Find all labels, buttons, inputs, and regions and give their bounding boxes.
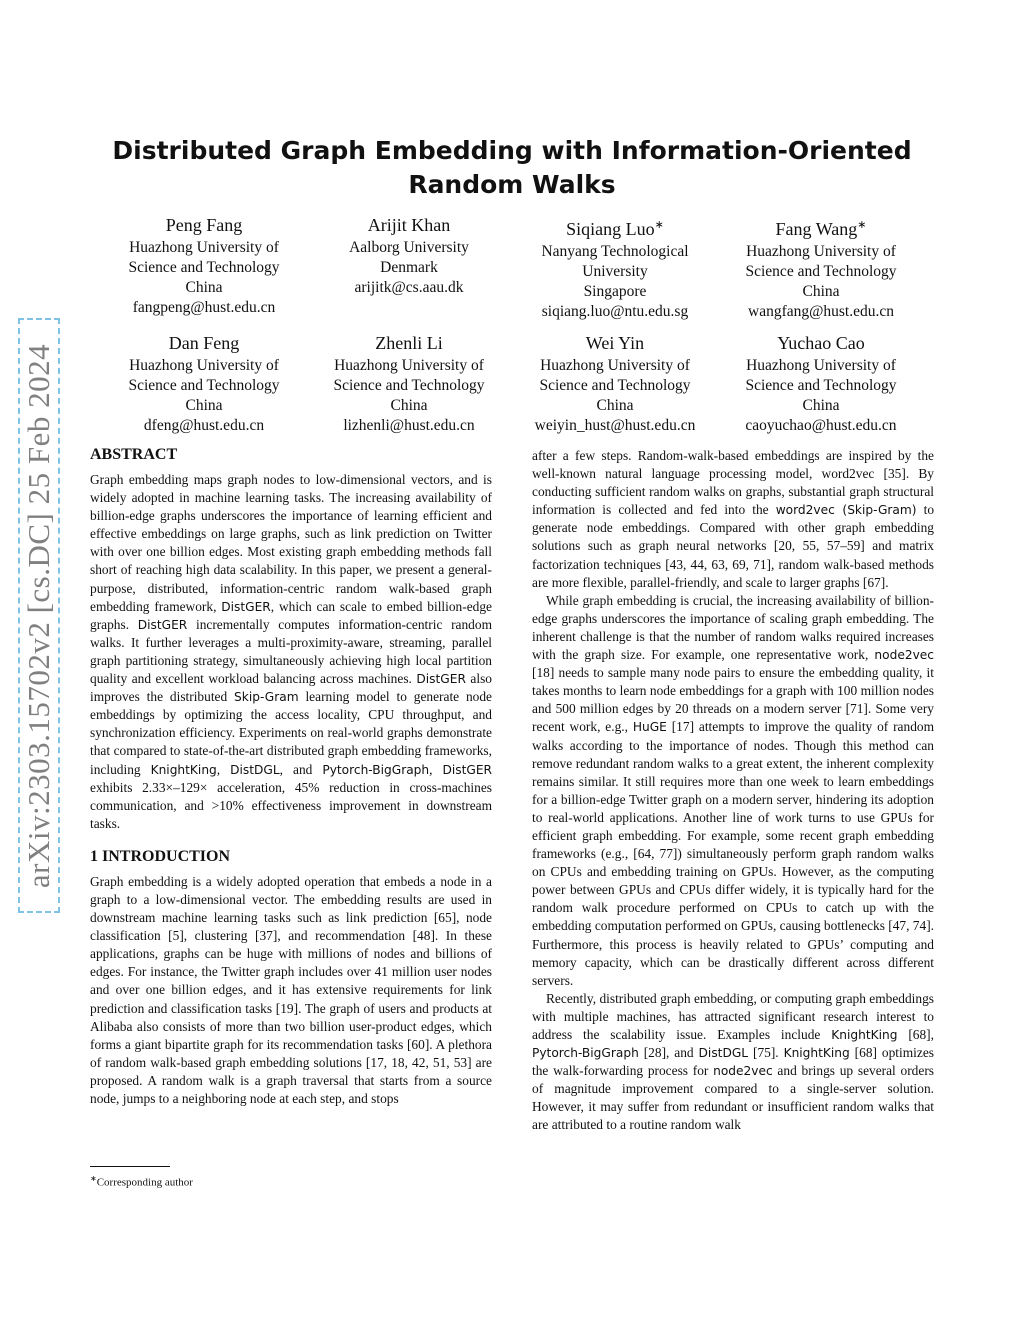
author-name: Wei Yin (585, 333, 645, 353)
system-name: DistGER (221, 599, 271, 614)
author-email: arijitk@cs.aau.dk (354, 279, 464, 296)
author-block (294, 332, 524, 436)
author-affiliation: China (390, 397, 428, 414)
system-name: Pytorch-BigGraph (532, 1046, 639, 1061)
body-text: [18] needs to sample many node pairs to ensure the embedding quality, it takes months to learn node embeddings for a graph with 100 million nodes and 500 million edges by 20 threads on a modern server [71]. Some very recent work, e.g., (532, 665, 934, 735)
footnote-text: Corresponding author (96, 1176, 193, 1189)
system-name: Pytorch-BigGraph (322, 762, 430, 777)
author-name (500, 214, 730, 240)
author-affiliation: Huazhong University of (746, 243, 896, 260)
author-email: dfeng@hust.edu.cn (143, 417, 265, 434)
body-text: after a few steps. Random-walk-based embeddings are inspired by the well-known natural language processing model, word2vec [35]. By conducting sufficient random walks on graphs, substantial graph structural information is collected and fed into the (532, 448, 934, 518)
paper-title (100, 134, 924, 202)
abstract-text: Graph embedding maps graph nodes to low-dimensional vectors, and is widely adopted in machine learning tasks. The increasing availability of billion-edge graphs underscores the importance of learning efficient and effective embeddings on large graphs, such as link prediction on Twitter with over one billion edges. Most existing graph embedding methods fall short of reaching high data scalability. In this paper, we present a general-purpose, distributed, information-centric random walk-based graph embedding framework, (90, 472, 492, 614)
author-affiliation: Huazhong University of (129, 357, 279, 374)
body-text: and brings up several orders of magnitude improvement compared to a single-server solution. However, it may suffer from redundant or insufficient random walks that are attributed to a routine random walk (532, 1063, 934, 1133)
body-text: [68], (897, 1027, 934, 1042)
abstract-text: , (216, 761, 221, 777)
abstract-text: also improves the distributed (90, 671, 492, 705)
author-name (706, 214, 936, 240)
introduction-heading: 1 INTRODUCTION (90, 847, 231, 865)
arxiv-identifier (18, 318, 60, 913)
author-affiliation: Science and Technology (539, 377, 691, 394)
author-email: caoyuchao@hust.edu.cn (745, 417, 897, 434)
abstract-heading: ABSTRACT (90, 446, 178, 463)
title-line-2: Random Walks (408, 170, 616, 199)
system-name: HuGE (632, 720, 667, 735)
author-name: Peng Fang (165, 215, 243, 235)
author-email: fangpeng@hust.edu.cn (132, 299, 276, 316)
author-affiliation: Singapore (583, 283, 647, 300)
author-email: lizhenli@hust.edu.cn (343, 417, 475, 434)
author-block (89, 214, 319, 318)
author-affiliation: Aalborg University (349, 239, 469, 256)
left-column (90, 445, 492, 1108)
footnote (90, 1172, 193, 1190)
system-name: KnightKing (783, 1046, 850, 1061)
model-name: Skip-Gram (234, 690, 299, 705)
body-paragraph (532, 592, 934, 990)
author-affiliation: Science and Technology (745, 377, 897, 394)
abstract-text: , which can scale to embed billion-edge graphs. (90, 598, 492, 632)
body-text: [68] optimizes the walk-forwarding process for (532, 1045, 934, 1079)
model-name: word2vec (Skip-Gram) (775, 503, 917, 518)
abstract-text: learning model to generate node embeddings by optimizing the access locality, CPU throughput, and synchronization efficiency. Experiments on real-world graphs demonstrate that compared to state-of-the-art distributed graph embedding frameworks, including (90, 689, 492, 777)
author-block (706, 214, 936, 322)
author-name: Yuchao Cao (777, 333, 865, 353)
system-name: DistGER (137, 617, 188, 632)
author-affiliation: Nanyang Technological (541, 243, 689, 260)
author-affiliation: China (185, 279, 223, 296)
system-name: DistDGL (698, 1046, 749, 1061)
model-name: node2vec (713, 1064, 773, 1079)
abstract-text: incrementally computes information-centric random walks. It further leverages a multi-proximity-aware, streaming, parallel graph partitioning strategy, simultaneously achieving high local partition quality and excellent workload balancing across machines. (90, 616, 492, 687)
abstract-text: , (429, 761, 433, 777)
author-affiliation: Science and Technology (745, 263, 897, 280)
model-name: node2vec (874, 648, 934, 663)
body-text: to generate node embeddings. Compared with other graph embedding solutions such as graph neural networks [20, 55, 57–59] and matrix factorization techniques [43, 44, 63, 69, 71], random walk-based methods are more flexible, parallel-friendly, and scale to larger graphs [67]. (532, 502, 935, 590)
author-affiliation: Science and Technology (128, 377, 280, 394)
body-paragraph (532, 990, 934, 1135)
author-affiliation: University (582, 263, 648, 280)
corresponding-mark: ∗ (654, 219, 664, 231)
author-name-text: Fang Wang (775, 219, 858, 239)
abstract-text: , and (279, 761, 313, 777)
author-affiliation: Huazhong University of (129, 239, 279, 256)
system-name: KnightKing (150, 762, 217, 777)
author-affiliation: Huazhong University of (334, 357, 484, 374)
abstract-paragraph (90, 471, 492, 833)
author-name: Arijit Khan (367, 215, 451, 235)
author-affiliation: Science and Technology (128, 259, 280, 276)
body-paragraph (532, 447, 934, 592)
author-affiliation: Huazhong University of (540, 357, 690, 374)
abstract-text: exhibits 2.33×–129× acceleration, 45% reduction in cross-machines communication, and >10% effectiveness improvement in downstream tasks. (90, 779, 492, 831)
footnote-mark: ∗ (90, 1174, 97, 1183)
author-email: weiyin_hust@hust.edu.cn (534, 417, 696, 434)
body-text: [28], and (638, 1045, 694, 1061)
system-name: KnightKing (831, 1028, 898, 1042)
right-column (532, 447, 934, 1135)
author-email: wangfang@hust.edu.cn (748, 303, 894, 320)
author-block (89, 332, 319, 436)
author-name: Zhenli Li (375, 333, 443, 353)
system-name: DistGER (416, 672, 466, 687)
author-affiliation: China (596, 397, 634, 414)
body-text: Recently, distributed graph embedding, or computing graph embeddings with multiple machines, has attracted significant research interest to address the scalability issue. Examples include (532, 990, 934, 1042)
body-text: [17] attempts to improve the quality of random walks according to the importance of nodes. Though this method can remove redundant random walks to a great extent, the inherent complexity remains similar. It still requires more than one week to learn embeddings for a billion-edge Twitter graph on a modern server, hindering its adoption to real-world applications. Another line of work turns to use GPUs for efficient graph embedding. For example, some recent graph embedding frameworks (e.g., [64, 77]) simultaneously perform graph random walks on CPUs and embedding training on GPUs. However, as the computing power between GPUs and CPUs differ widely, it is typically hard for the random walk procedure performed on CPUs to catch up with the embedding computation performed on GPUs, causing bottlenecks [47, 74]. Furthermore, this process is heavily related to GPUs’ computing and memory capacity, which can be drastically different across different servers. (532, 719, 935, 988)
author-affiliation: China (802, 397, 840, 414)
author-name-text: Siqiang Luo (566, 219, 655, 239)
introduction-paragraph: Graph embedding is a widely adopted operation that embeds a node in a graph to a low-dimensional vector. The embedding results are used in downstream machine learning tasks such as link prediction [65], node classification [5], clustering [37], and recommendation [48]. In these applications, graphs can be huge with millions of nodes and billions of edges. For instance, the Twitter graph includes over 41 million user nodes and over one billion edges, and it has extensive requirements for link prediction and classification tasks [19]. The graph of users and products at Alibaba also consists of more than two billion user-product edges, which forms a giant bipartite graph for its recommendation tasks [60]. A plethora of random walk-based graph embedding solutions [17, 18, 42, 51, 53] are proposed. A random walk is a graph traversal that starts from a source node, jumps to a neighboring node at each step, and stops (90, 873, 492, 1106)
author-block (500, 214, 730, 322)
system-name: DistDGL (230, 762, 280, 777)
author-affiliation: China (802, 283, 840, 300)
author-affiliation: Science and Technology (333, 377, 485, 394)
author-affiliation: China (185, 397, 223, 414)
author-name: Dan Feng (168, 333, 240, 353)
footnote-rule (90, 1166, 170, 1167)
body-text: While graph embedding is crucial, the increasing availability of billion-edge graphs underscores the importance of scaling graph embedding. The inherent challenge is that the number of random walks required increases with the graph size. For example, one representative work, (532, 592, 934, 663)
author-block (706, 332, 936, 436)
author-affiliation: Huazhong University of (746, 357, 896, 374)
author-email: siqiang.luo@ntu.edu.sg (541, 303, 689, 320)
arxiv-id-text: arXiv:2303.15702v2 [cs.DC] 25 Feb 2024 (21, 343, 57, 888)
author-block (294, 214, 524, 298)
corresponding-mark: ∗ (857, 219, 867, 231)
title-line-1: Distributed Graph Embedding with Information-Oriented (112, 136, 912, 165)
author-block (500, 332, 730, 436)
author-affiliation: Denmark (380, 259, 438, 276)
body-text: [75]. (748, 1045, 779, 1061)
system-name: DistGER (442, 762, 493, 777)
